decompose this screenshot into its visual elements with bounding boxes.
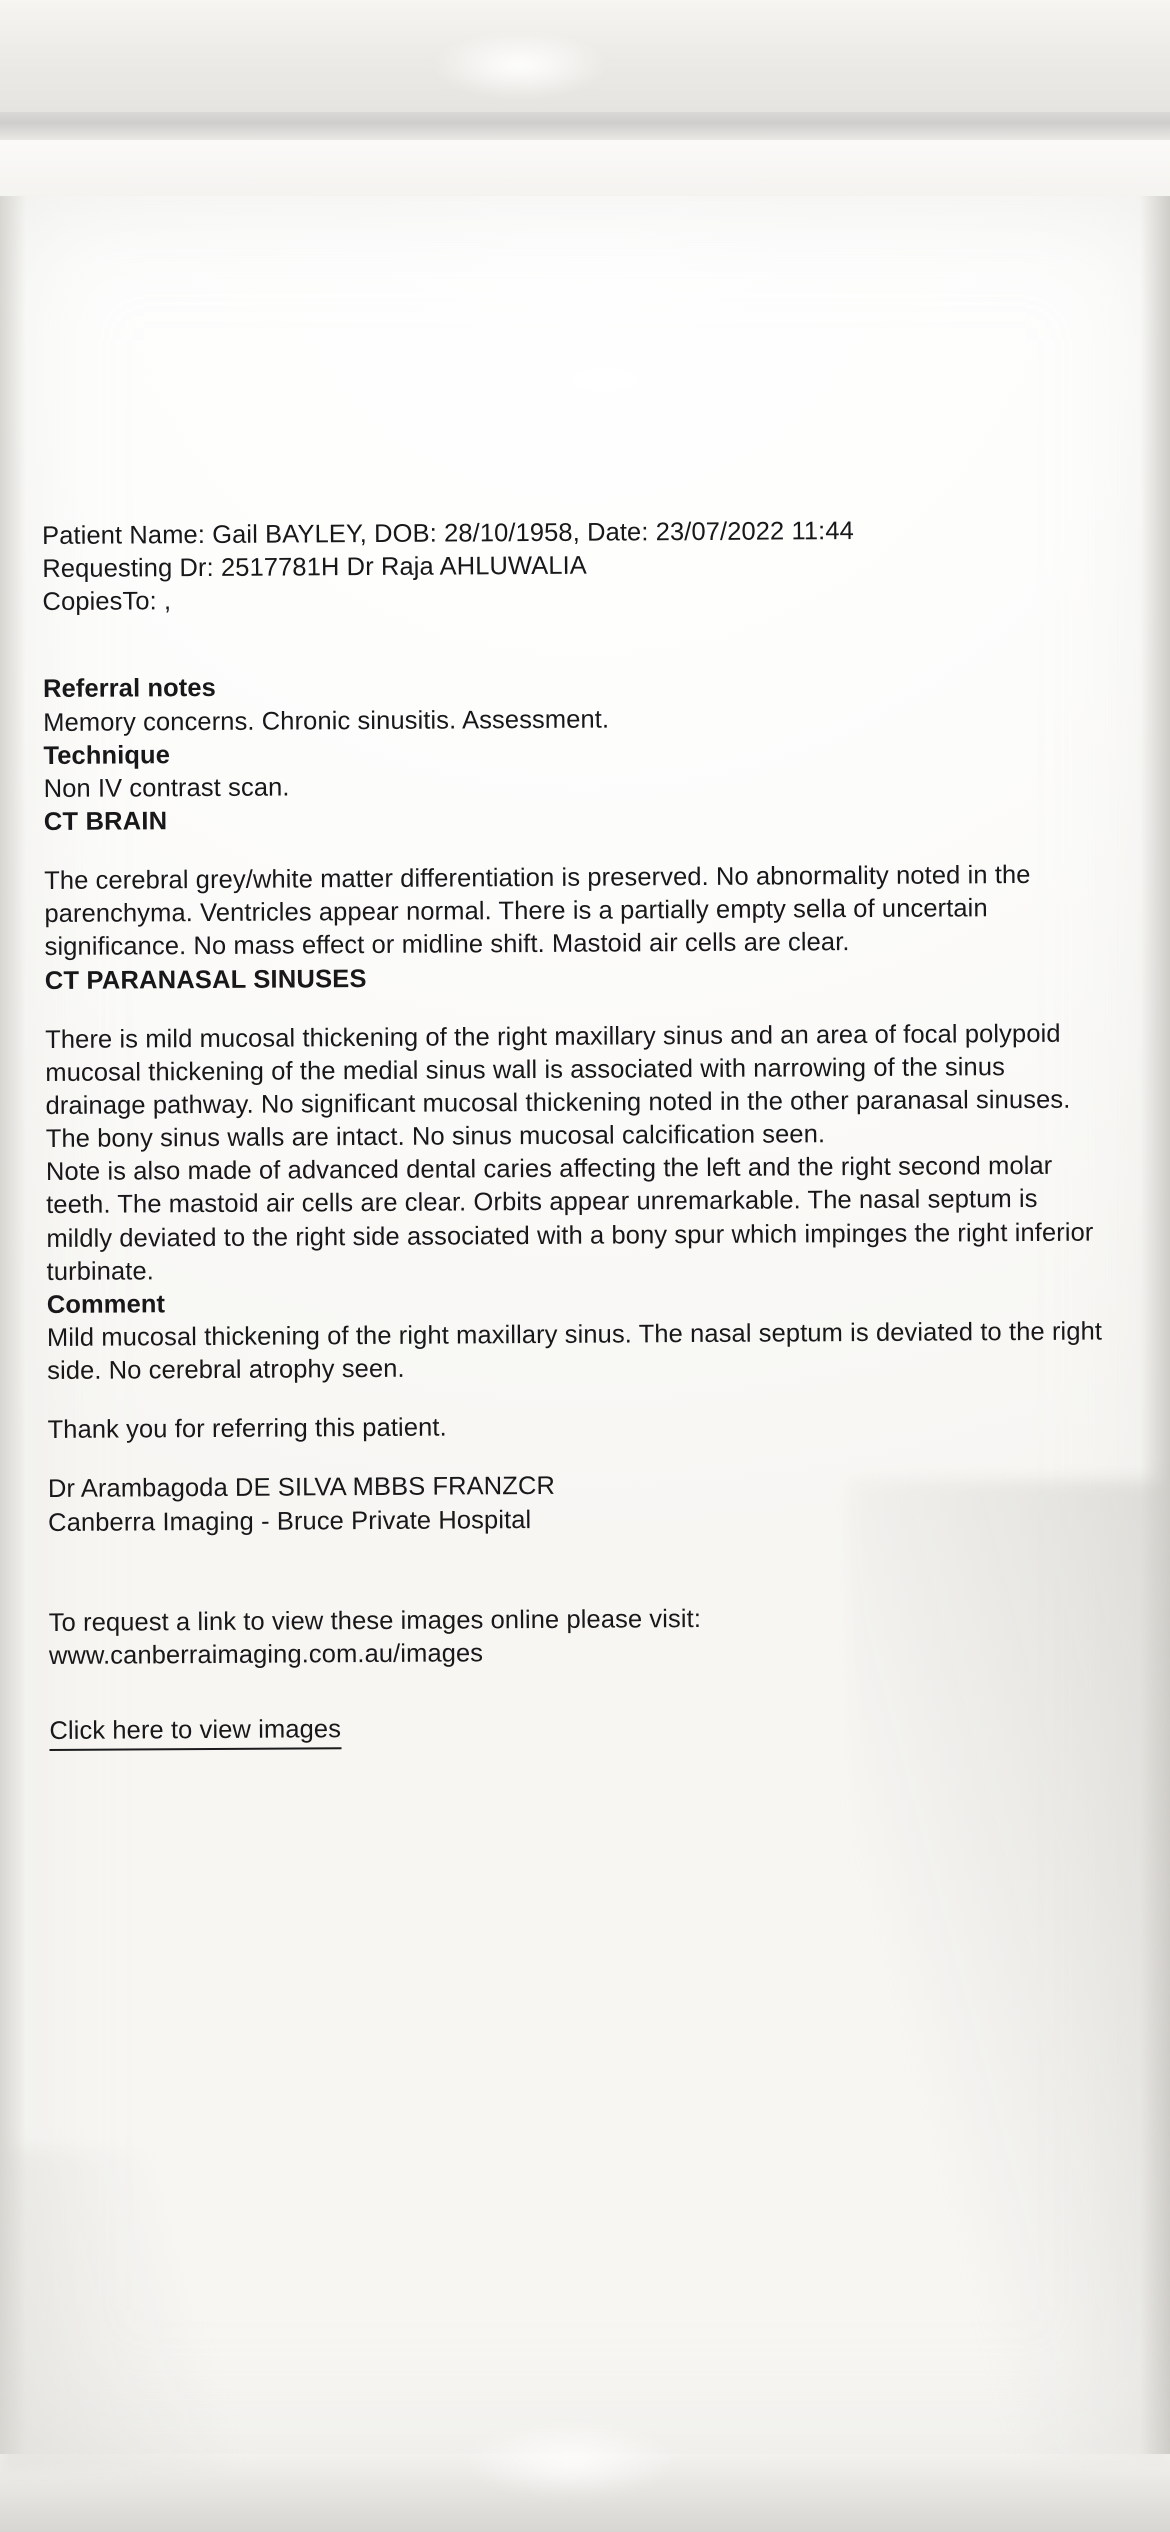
view-images-link[interactable]: Click here to view images	[49, 1713, 341, 1751]
ct-brain-text: The cerebral grey/white matter differentiation is preserved. No abnormality noted in the parenchyma. Ventricles appear normal. There is a partially empty sella of uncertain significance. No mass effect or midline shift. Mastoid air cells are clear.	[44, 861, 1031, 962]
ct-sinuses-text-first: There is mild mucosal thickening of the right maxillary sinus and an area of focal polypoid mucosal thickening of the medial sinus wall is associated with narrowing of the sinus drainage pathway. No significant mucosal thickening noted in the other paranasal sinuses. The bony sinus walls are intact. No sinus mucosal calcification seen.	[45, 1019, 1071, 1154]
patient-info-line: Patient Name: Gail BAYLEY, DOB: 28/10/1958, Date: 23/07/2022 11:44	[42, 517, 854, 550]
paper-left-shadow	[0, 196, 26, 2454]
background-seam	[0, 112, 1170, 140]
ct-brain-heading: CT BRAIN	[43, 807, 168, 836]
glare-highlight-upper	[520, 350, 690, 410]
paper-bottom-left-shading	[0, 2150, 260, 2470]
image-request-line-1: To request a link to view these images online please visit:	[48, 1604, 702, 1637]
ct-sinuses-text-second: Note is also made of advanced dental caries affecting the left and the right second molar teeth. The mastoid air cells are clear. Orbits appear unremarkable. The nasal septum is mildly deviated to the right side associated with a bony spur which impinges the right inferior turbinate.	[45, 1152, 1094, 1286]
referral-notes-text: Memory concerns. Chronic sinusitis. Assessment.	[43, 705, 610, 737]
image-request-url: www.canberraimaging.com.au/images	[48, 1639, 484, 1670]
glare-highlight-top	[430, 30, 610, 100]
signature-block	[48, 1467, 1108, 1541]
comment-heading: Comment	[46, 1290, 166, 1319]
thank-you-line: Thank you for referring this patient.	[47, 1413, 447, 1445]
copies-to-line: CopiesTo: ,	[42, 587, 172, 617]
referral-notes-heading: Referral notes	[42, 674, 217, 704]
practice-name: Canberra Imaging - Bruce Private Hospital	[48, 1506, 532, 1538]
technique-heading: Technique	[43, 740, 171, 770]
glare-highlight-bottom	[460, 2420, 680, 2500]
comment-text: Mild mucosal thickening of the right maxillary sinus. The nasal septum is deviated to the right side. No cerebral atrophy seen.	[46, 1317, 1103, 1386]
technique-text: Non IV contrast scan.	[43, 773, 290, 803]
ct-paranasal-sinuses-heading: CT PARANASAL SINUSES	[44, 964, 367, 995]
reporting-doctor: Dr Arambagoda DE SILVA MBBS FRANZCR	[47, 1472, 556, 1504]
requesting-block	[42, 547, 1102, 620]
radiology-report-body	[42, 514, 1110, 1752]
requesting-doctor-line: Requesting Dr: 2517781H Dr Raja AHLUWALIA	[42, 551, 587, 584]
background-upper-band	[0, 140, 1170, 198]
